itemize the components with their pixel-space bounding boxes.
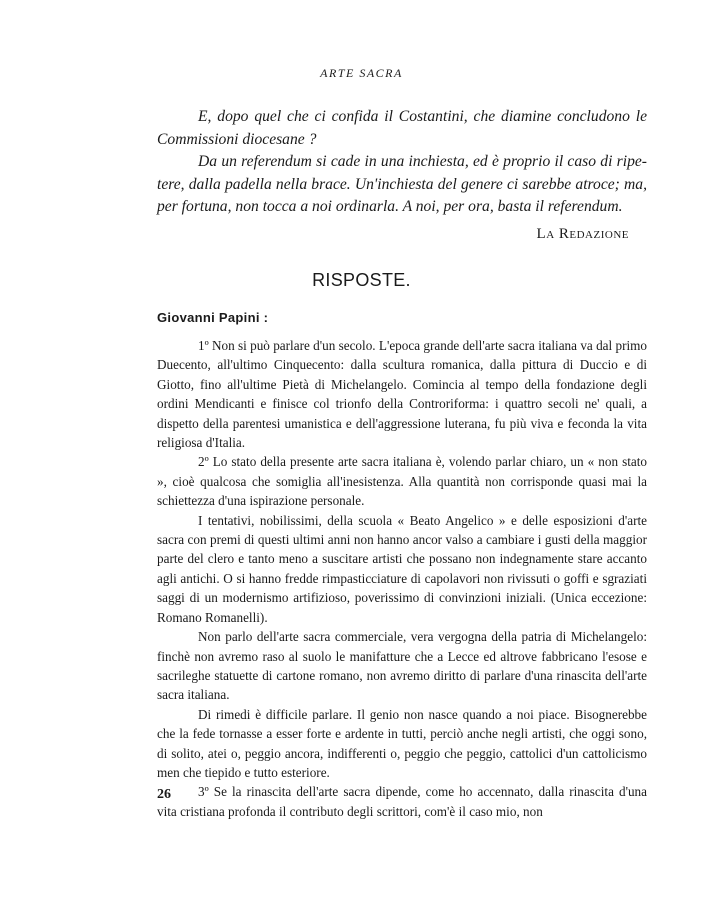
respondent-name: Giovanni Papini : (157, 310, 269, 325)
section-title: RISPOSTE. (312, 270, 411, 290)
response-paragraph: Di rimedi è difficile parlare. Il genio non nasce quando a noi piace. Bisognerebbe che la fede tornasse a esser forte e ardente in tutti, perciò anche negli artisti, che oggi sono, di solito, atei o, peggio ancora, indifferenti o, peggio che peggio, cattolici d'un cattolicismo men che tiepido e tutto esteriore. (157, 706, 647, 780)
response-paragraph: I tentativi, nobilissimi, della scuola « Beato Angelico » e delle esposizioni d'arte sacra con premi di questi ultimi anni non hanno ancor valso a cambiare i gusti della maggior parte del clero e tanto meno a suscitare artisti che possano non indegnamente stare accanto agli antichi. O si hanno fredde rimpasticciature di capolavori non rivissuti o goffi e sgraziati saggi di un modernismo artifizioso, poverissimo di convinzioni iniziali. (Unica eccezione: Romano Romanelli). (157, 512, 647, 625)
page-number: 26 (157, 787, 171, 802)
editorial-signature: La Redazione (536, 226, 629, 242)
response-body (157, 336, 647, 821)
response-paragraph: 3º Se la rinascita dell'arte sacra dipende, come ho accennato, dalla rinascita d'una vita cristiana profonda il contributo degli scrittori, com'è il caso mio, non (157, 784, 647, 819)
response-paragraph: Non parlo dell'arte sacra commerciale, vera vergogna della patria di Michelangelo: finchè non avremo raso al suolo le manifatture che a Lecce ed altrove fabbricano l'esose e sacrileghe statuette di cartone romano, non avremo diritto di parlare d'una rinascita dell'arte sacra italiana. (157, 629, 647, 703)
running-head: ARTE SACRA (320, 66, 403, 80)
response-paragraph: 1º Non si può parlare d'un secolo. L'epoca grande dell'arte sacra italiana va dal primo Duecento, all'ultimo Cinquecento: dalla scultura romanica, dalla pittura di Duccio e di Giotto, fino all'ultime Pietà di Michelangelo. Comincia al tempo della fondazione degli ordini Mendicanti e finisce col trionfo della Controriforma: i quattro secoli ne' quali, a dispetto della parentesi umanistica e dell'aggressione luterana, fu più viva e feconda la vita religiosa d'Italia. (157, 338, 647, 451)
editorial-intro (157, 106, 647, 219)
intro-paragraph: Da un referendum si cade in una inchiesta, ed è proprio il caso di ripetere, dalla padella nella brace. Un'inchiesta del genere ci sarebbe atroce; ma, per fortuna, non tocca a noi ordinarla. A noi, per ora, basta il referendum. (157, 153, 647, 215)
intro-paragraph: E, dopo quel che ci confida il Costantini, che diamine concludono le Commissioni diocesane ? (157, 108, 647, 148)
response-paragraph: 2º Lo stato della presente arte sacra italiana è, volendo parlar chiaro, un « non stato », cioè qualcosa che somiglia all'inesistenza. Alla quantità non corrisponde quasi mai la schiettezza d'una ispirazione personale. (157, 454, 647, 509)
